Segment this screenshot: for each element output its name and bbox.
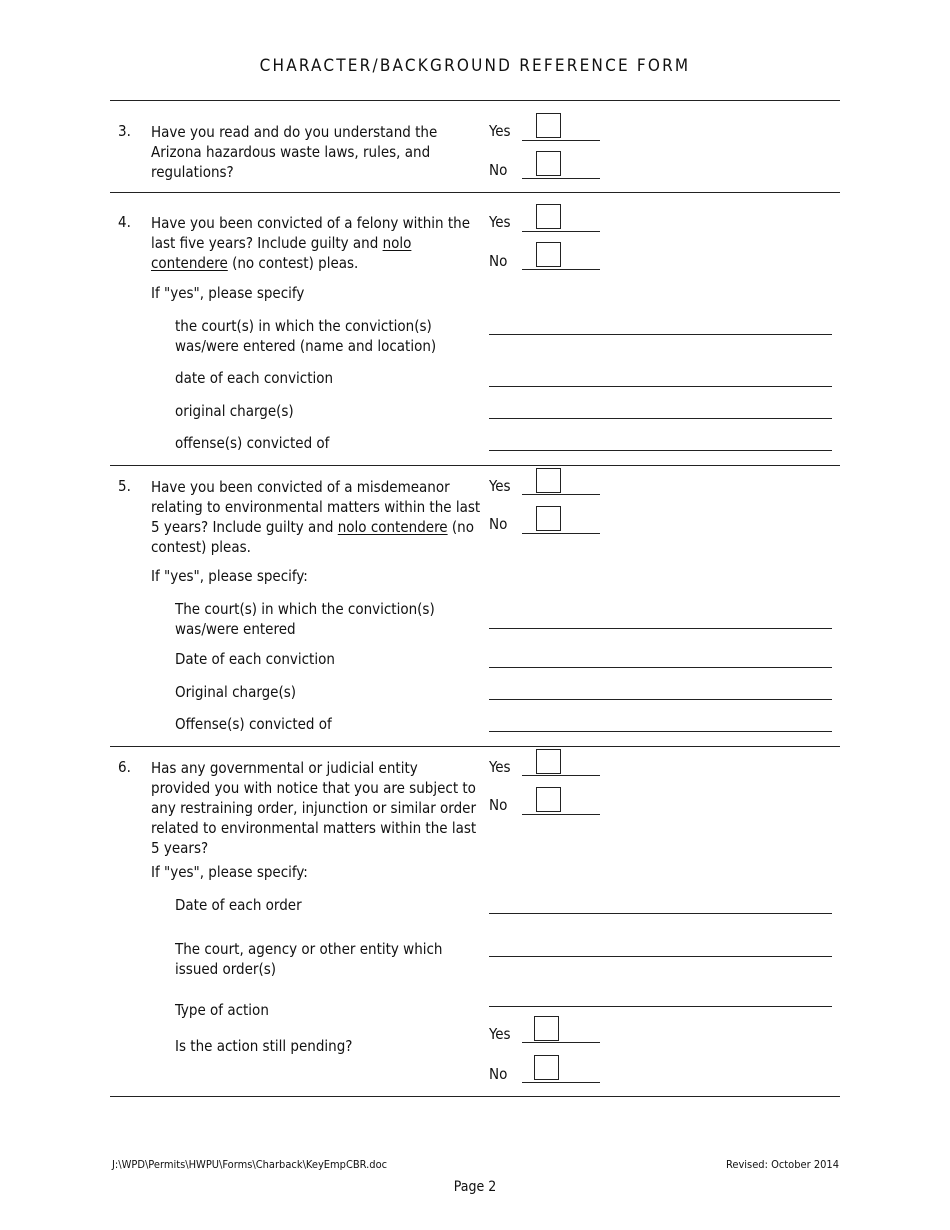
- q5-field-date-input[interactable]: [489, 667, 832, 668]
- nolo-contendere-term: nolo contendere: [337, 518, 448, 536]
- q4-if-yes: If "yes", please specify: [151, 284, 305, 302]
- q6-pending-no-checkbox[interactable]: [534, 1055, 559, 1080]
- q6-field-entity-label: The court, agency or other entity which issued order(s): [175, 940, 443, 978]
- question-3-text: Have you read and do you understand the Arizona hazardous waste laws, rules, and regulations?: [151, 123, 438, 181]
- section-divider: [110, 746, 840, 747]
- q6-field-type-label: Type of action: [175, 1001, 269, 1019]
- q3-no-line: [522, 178, 600, 179]
- q4-yes-checkbox[interactable]: [536, 204, 561, 229]
- q4-yes-label: Yes: [489, 213, 511, 231]
- q3-yes-checkbox[interactable]: [536, 113, 561, 138]
- q6-yes-checkbox[interactable]: [536, 749, 561, 774]
- section-divider: [110, 1096, 840, 1097]
- q4-no-checkbox[interactable]: [536, 242, 561, 267]
- q5-field-date-label: Date of each conviction: [175, 650, 335, 668]
- q6-field-entity-input[interactable]: [489, 956, 832, 957]
- q6-field-pending-label: Is the action still pending?: [175, 1037, 353, 1055]
- question-4-text: Have you been convicted of a felony within the last five years? Include guilty and nolo contendere (no contest) pleas.: [151, 214, 471, 272]
- q5-yes-line: [522, 494, 600, 495]
- section-divider: [110, 100, 840, 101]
- q6-pending-yes-checkbox[interactable]: [534, 1016, 559, 1041]
- q5-field-charge-label: Original charge(s): [175, 683, 297, 701]
- question-6-number: 6.: [118, 758, 131, 776]
- q6-no-line: [522, 814, 600, 815]
- q6-field-date-label: Date of each order: [175, 896, 302, 914]
- q5-field-offense-label: Offense(s) convicted of: [175, 715, 332, 733]
- question-5-text: Have you been convicted of a misdemeanor relating to environmental matters within the last 5 years? Include guilty and nolo contendere (no contest) pleas.: [151, 478, 481, 556]
- q5-yes-label: Yes: [489, 477, 511, 495]
- q4-field-offense-input[interactable]: [489, 450, 832, 451]
- q6-pending-yes-line: [522, 1042, 600, 1043]
- footer-revised-date: Revised: October 2014: [725, 1158, 839, 1171]
- question-3-number: 3.: [118, 122, 131, 140]
- section-divider: [110, 465, 840, 466]
- q5-yes-checkbox[interactable]: [536, 468, 561, 493]
- page-number: Page 2: [453, 1179, 497, 1195]
- q6-no-checkbox[interactable]: [536, 787, 561, 812]
- q4-no-line: [522, 269, 600, 270]
- q6-field-date-input[interactable]: [489, 913, 832, 914]
- q5-if-yes: If "yes", please specify:: [151, 567, 308, 585]
- section-divider: [110, 192, 840, 193]
- q3-yes-line: [522, 140, 600, 141]
- q6-yes-line: [522, 775, 600, 776]
- q3-yes-label: Yes: [489, 122, 511, 140]
- nolo-contendere-term: nolo contendere: [151, 234, 412, 272]
- q5-field-charge-input[interactable]: [489, 699, 832, 700]
- q4-field-court-input[interactable]: [489, 334, 832, 335]
- q6-no-label: No: [489, 796, 508, 814]
- q4-yes-line: [522, 231, 600, 232]
- q5-no-label: No: [489, 515, 508, 533]
- q5-field-offense-input[interactable]: [489, 731, 832, 732]
- q3-no-checkbox[interactable]: [536, 151, 561, 176]
- q5-no-checkbox[interactable]: [536, 506, 561, 531]
- q6-yes-label: Yes: [489, 758, 511, 776]
- q4-field-court-label: the court(s) in which the conviction(s) was/were entered (name and location): [175, 317, 437, 355]
- q4-field-date-input[interactable]: [489, 386, 832, 387]
- q4-no-label: No: [489, 252, 508, 270]
- footer-file-path: J:\WPD\Permits\HWPU\Forms\Charback\KeyEmpCBR.doc: [112, 1158, 388, 1171]
- question-4-number: 4.: [118, 213, 131, 231]
- q6-pending-yes-label: Yes: [489, 1025, 511, 1043]
- q6-field-type-input[interactable]: [489, 1006, 832, 1007]
- q6-pending-no-label: No: [489, 1065, 508, 1083]
- q5-field-court-label: The court(s) in which the conviction(s) was/were entered: [175, 600, 435, 638]
- q6-pending-no-line: [522, 1082, 600, 1083]
- q5-no-line: [522, 533, 600, 534]
- q4-field-date-label: date of each conviction: [175, 369, 334, 387]
- q4-field-charge-input[interactable]: [489, 418, 832, 419]
- page-title: CHARACTER/BACKGROUND REFERENCE FORM: [259, 56, 691, 76]
- q3-no-label: No: [489, 161, 508, 179]
- q6-if-yes: If "yes", please specify:: [151, 863, 308, 881]
- q5-field-court-input[interactable]: [489, 628, 832, 629]
- question-6-text: Has any governmental or judicial entity provided you with notice that you are subject to any restraining order, injunction or similar order related to environmental matters within the last 5 years?: [151, 759, 477, 857]
- question-5-number: 5.: [118, 477, 131, 495]
- q4-field-charge-label: original charge(s): [175, 402, 294, 420]
- q4-field-offense-label: offense(s) convicted of: [175, 434, 330, 452]
